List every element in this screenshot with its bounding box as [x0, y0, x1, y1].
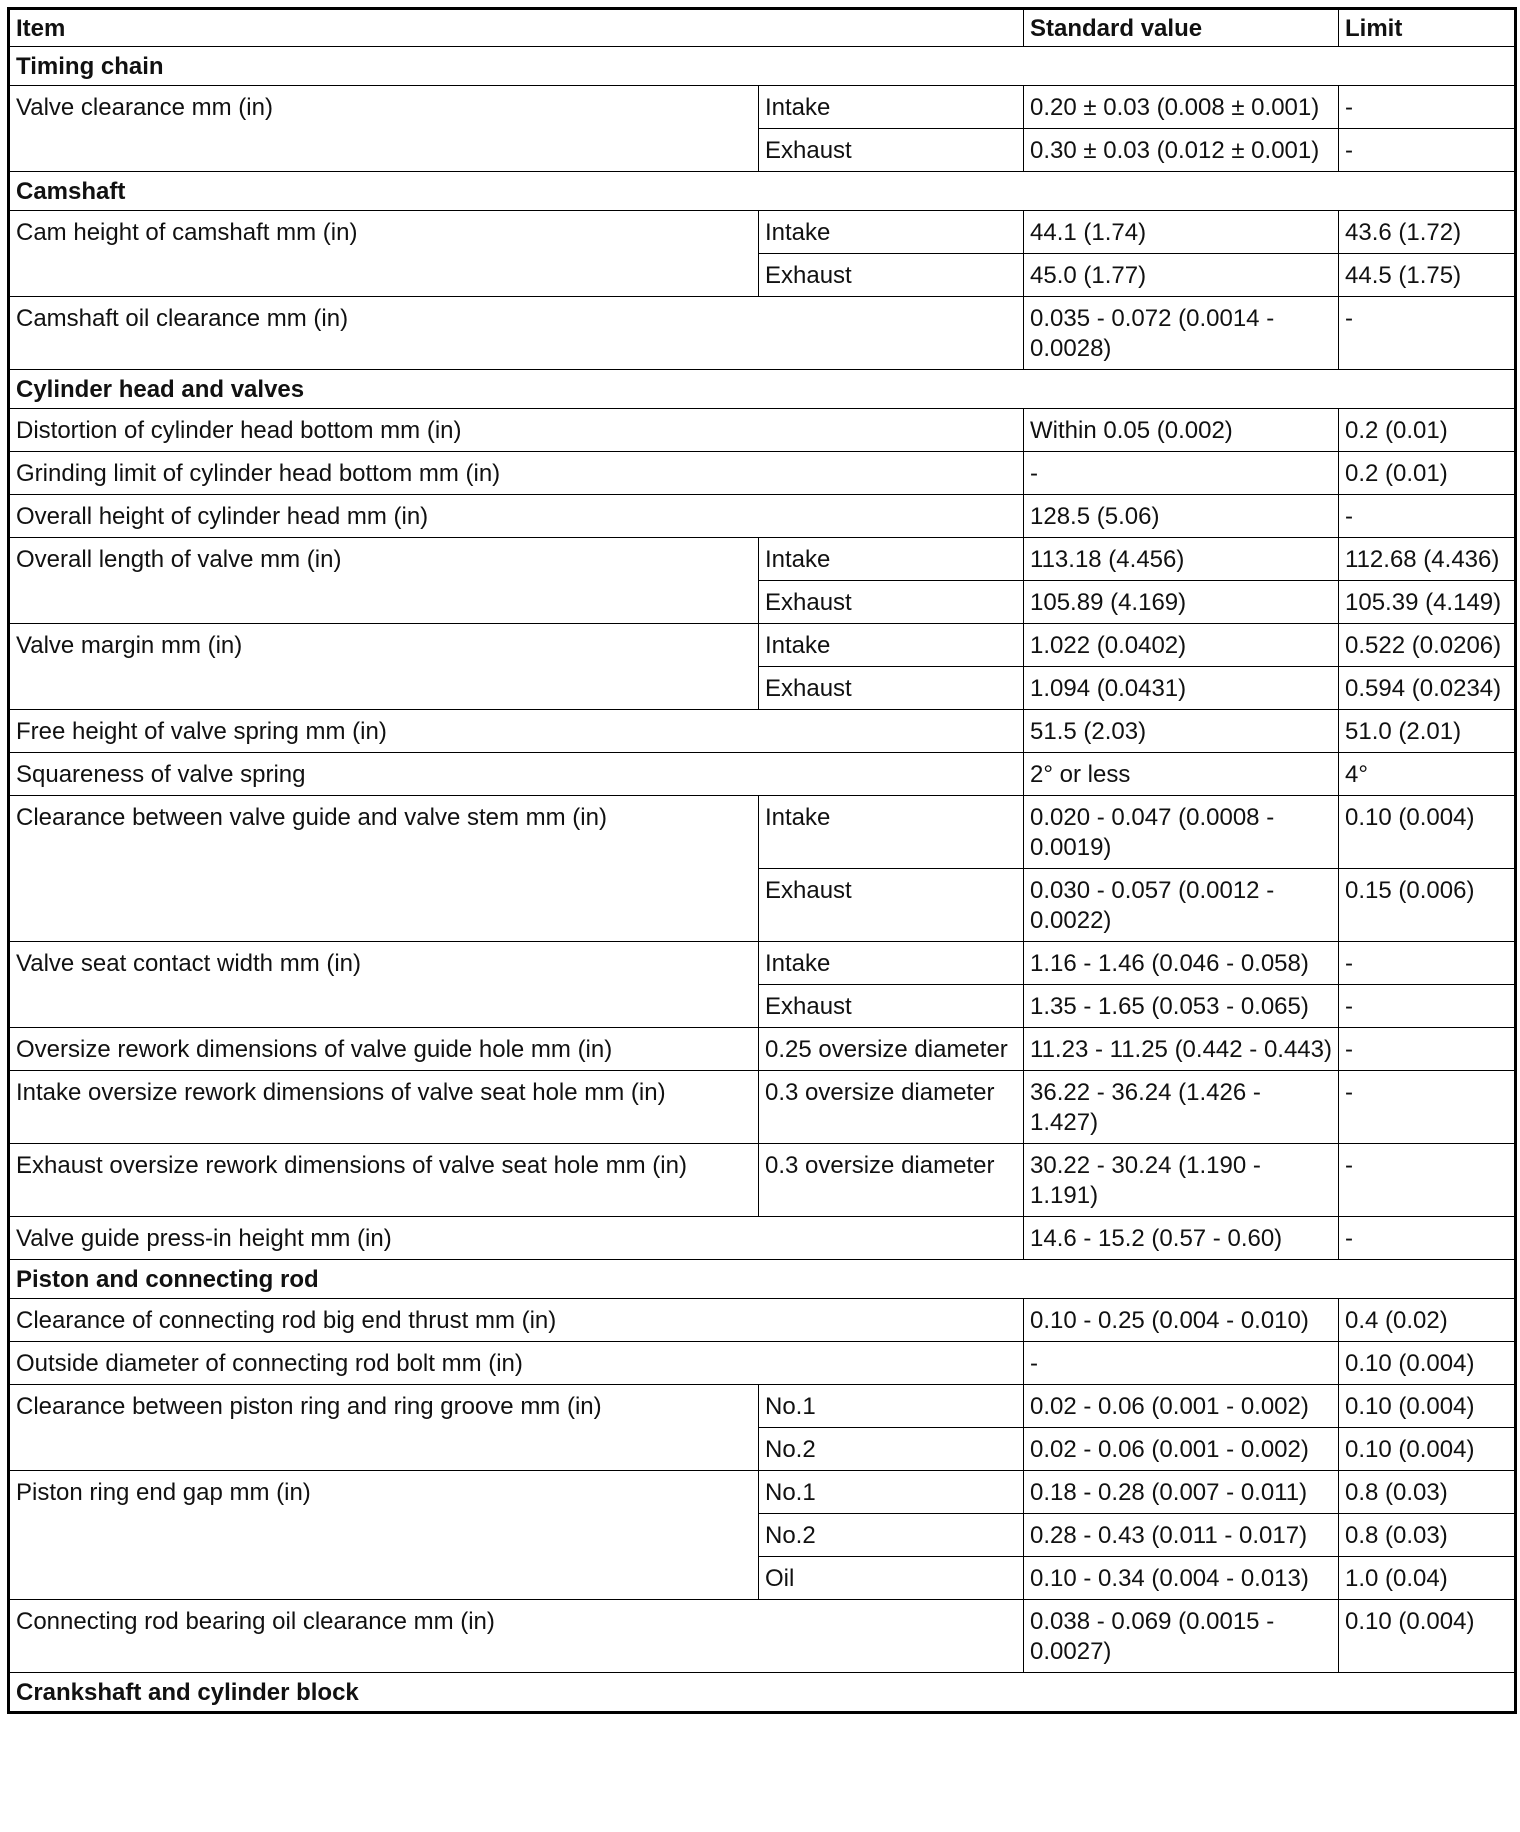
standard-value: 11.23 - 11.25 (0.442 - 0.443): [1024, 1028, 1339, 1071]
item-label: Overall height of cylinder head mm (in): [9, 495, 1024, 538]
item-condition: Oil: [759, 1557, 1024, 1600]
standard-value: 0.10 - 0.34 (0.004 - 0.013): [1024, 1557, 1339, 1600]
limit-value: 0.10 (0.004): [1339, 1428, 1516, 1471]
limit-value: -: [1339, 495, 1516, 538]
table-row: [9, 1071, 1516, 1144]
item-label: Intake oversize rework dimensions of valve seat hole mm (in): [9, 1071, 759, 1144]
section-title: Camshaft: [9, 172, 1516, 211]
item-label: Connecting rod bearing oil clearance mm (in): [9, 1600, 1024, 1673]
standard-value: 30.22 - 30.24 (1.190 - 1.191): [1024, 1144, 1339, 1217]
item-label: Clearance between piston ring and ring groove mm (in): [9, 1385, 759, 1471]
table-row: [9, 297, 1516, 370]
item-condition: Exhaust: [759, 129, 1024, 172]
standard-value: 0.038 - 0.069 (0.0015 - 0.0027): [1024, 1600, 1339, 1673]
item-label: Exhaust oversize rework dimensions of valve seat hole mm (in): [9, 1144, 759, 1217]
table-row: [9, 1299, 1516, 1342]
item-label: Cam height of camshaft mm (in): [9, 211, 759, 297]
limit-value: -: [1339, 86, 1516, 129]
limit-value: -: [1339, 985, 1516, 1028]
standard-value: 0.035 - 0.072 (0.0014 - 0.0028): [1024, 297, 1339, 370]
limit-value: 4°: [1339, 753, 1516, 796]
header-item: Item: [9, 9, 1024, 47]
section-title: Crankshaft and cylinder block: [9, 1673, 1516, 1713]
item-condition: Exhaust: [759, 667, 1024, 710]
item-condition: No.1: [759, 1471, 1024, 1514]
table-row: [9, 211, 1516, 254]
standard-value: 0.020 - 0.047 (0.0008 - 0.0019): [1024, 796, 1339, 869]
table-row: [9, 796, 1516, 869]
item-condition: Intake: [759, 624, 1024, 667]
table-row: [9, 1471, 1516, 1514]
item-condition: 0.3 oversize diameter: [759, 1144, 1024, 1217]
standard-value: 128.5 (5.06): [1024, 495, 1339, 538]
item-condition: Intake: [759, 796, 1024, 869]
item-condition: 0.25 oversize diameter: [759, 1028, 1024, 1071]
limit-value: -: [1339, 1071, 1516, 1144]
item-label: Piston ring end gap mm (in): [9, 1471, 759, 1600]
standard-value: 36.22 - 36.24 (1.426 - 1.427): [1024, 1071, 1339, 1144]
section-row: [9, 1260, 1516, 1299]
standard-value: 1.022 (0.0402): [1024, 624, 1339, 667]
table-row: [9, 710, 1516, 753]
item-label: Clearance between valve guide and valve stem mm (in): [9, 796, 759, 942]
table-row: [9, 538, 1516, 581]
limit-value: 0.8 (0.03): [1339, 1471, 1516, 1514]
item-condition: Intake: [759, 942, 1024, 985]
limit-value: -: [1339, 129, 1516, 172]
standard-value: 0.10 - 0.25 (0.004 - 0.010): [1024, 1299, 1339, 1342]
section-row: [9, 370, 1516, 409]
item-label: Camshaft oil clearance mm (in): [9, 297, 1024, 370]
table-row: [9, 1217, 1516, 1260]
section-row: [9, 172, 1516, 211]
limit-value: 0.15 (0.006): [1339, 869, 1516, 942]
standard-value: 0.02 - 0.06 (0.001 - 0.002): [1024, 1385, 1339, 1428]
section-title: Cylinder head and valves: [9, 370, 1516, 409]
item-label: Valve guide press-in height mm (in): [9, 1217, 1024, 1260]
item-label: Distortion of cylinder head bottom mm (in): [9, 409, 1024, 452]
limit-value: 0.2 (0.01): [1339, 409, 1516, 452]
limit-value: 0.10 (0.004): [1339, 796, 1516, 869]
limit-value: -: [1339, 942, 1516, 985]
standard-value: 1.16 - 1.46 (0.046 - 0.058): [1024, 942, 1339, 985]
standard-value: 45.0 (1.77): [1024, 254, 1339, 297]
table-row: [9, 1600, 1516, 1673]
limit-value: -: [1339, 1028, 1516, 1071]
header-standard-value: Standard value: [1024, 9, 1339, 47]
standard-value: 0.18 - 0.28 (0.007 - 0.011): [1024, 1471, 1339, 1514]
limit-value: 0.8 (0.03): [1339, 1514, 1516, 1557]
limit-value: 112.68 (4.436): [1339, 538, 1516, 581]
limit-value: 43.6 (1.72): [1339, 211, 1516, 254]
limit-value: 1.0 (0.04): [1339, 1557, 1516, 1600]
limit-value: 0.594 (0.0234): [1339, 667, 1516, 710]
table-row: [9, 495, 1516, 538]
standard-value: 0.20 ± 0.03 (0.008 ± 0.001): [1024, 86, 1339, 129]
limit-value: 0.522 (0.0206): [1339, 624, 1516, 667]
table-row: [9, 86, 1516, 129]
item-condition: Intake: [759, 538, 1024, 581]
item-condition: Exhaust: [759, 254, 1024, 297]
item-label: Valve clearance mm (in): [9, 86, 759, 172]
limit-value: 105.39 (4.149): [1339, 581, 1516, 624]
limit-value: 44.5 (1.75): [1339, 254, 1516, 297]
item-condition: Exhaust: [759, 869, 1024, 942]
table-row: [9, 624, 1516, 667]
spec-sheet: [7, 7, 1517, 1714]
limit-value: 0.10 (0.004): [1339, 1385, 1516, 1428]
item-condition: No.2: [759, 1514, 1024, 1557]
item-label: Outside diameter of connecting rod bolt mm (in): [9, 1342, 1024, 1385]
item-label: Valve margin mm (in): [9, 624, 759, 710]
item-label: Oversize rework dimensions of valve guide hole mm (in): [9, 1028, 759, 1071]
standard-value: -: [1024, 1342, 1339, 1385]
limit-value: -: [1339, 1144, 1516, 1217]
standard-value: 14.6 - 15.2 (0.57 - 0.60): [1024, 1217, 1339, 1260]
section-title: Piston and connecting rod: [9, 1260, 1516, 1299]
table-row: [9, 452, 1516, 495]
standard-value: 51.5 (2.03): [1024, 710, 1339, 753]
standard-value: 2° or less: [1024, 753, 1339, 796]
limit-value: 0.10 (0.004): [1339, 1342, 1516, 1385]
limit-value: 0.2 (0.01): [1339, 452, 1516, 495]
item-condition: 0.3 oversize diameter: [759, 1071, 1024, 1144]
section-title: Timing chain: [9, 47, 1516, 86]
header-row: [9, 9, 1516, 47]
table-row: [9, 1342, 1516, 1385]
standard-value: 105.89 (4.169): [1024, 581, 1339, 624]
standard-value: 0.02 - 0.06 (0.001 - 0.002): [1024, 1428, 1339, 1471]
limit-value: 0.10 (0.004): [1339, 1600, 1516, 1673]
item-condition: Exhaust: [759, 985, 1024, 1028]
limit-value: 0.4 (0.02): [1339, 1299, 1516, 1342]
section-row: [9, 47, 1516, 86]
limit-value: -: [1339, 297, 1516, 370]
item-label: Squareness of valve spring: [9, 753, 1024, 796]
table-body: [9, 47, 1516, 1713]
specification-table: [7, 7, 1517, 1714]
table-row: [9, 1385, 1516, 1428]
standard-value: -: [1024, 452, 1339, 495]
item-condition: Intake: [759, 211, 1024, 254]
item-condition: Exhaust: [759, 581, 1024, 624]
standard-value: Within 0.05 (0.002): [1024, 409, 1339, 452]
standard-value: 0.30 ± 0.03 (0.012 ± 0.001): [1024, 129, 1339, 172]
section-row: [9, 1673, 1516, 1713]
limit-value: -: [1339, 1217, 1516, 1260]
item-label: Valve seat contact width mm (in): [9, 942, 759, 1028]
limit-value: 51.0 (2.01): [1339, 710, 1516, 753]
standard-value: 0.030 - 0.057 (0.0012 - 0.0022): [1024, 869, 1339, 942]
standard-value: 44.1 (1.74): [1024, 211, 1339, 254]
item-label: Overall length of valve mm (in): [9, 538, 759, 624]
table-row: [9, 753, 1516, 796]
item-condition: No.1: [759, 1385, 1024, 1428]
item-condition: No.2: [759, 1428, 1024, 1471]
header-limit: Limit: [1339, 9, 1516, 47]
item-label: Free height of valve spring mm (in): [9, 710, 1024, 753]
standard-value: 1.094 (0.0431): [1024, 667, 1339, 710]
table-row: [9, 1028, 1516, 1071]
standard-value: 0.28 - 0.43 (0.011 - 0.017): [1024, 1514, 1339, 1557]
item-label: Clearance of connecting rod big end thrust mm (in): [9, 1299, 1024, 1342]
standard-value: 1.35 - 1.65 (0.053 - 0.065): [1024, 985, 1339, 1028]
table-row: [9, 409, 1516, 452]
item-condition: Intake: [759, 86, 1024, 129]
table-row: [9, 942, 1516, 985]
standard-value: 113.18 (4.456): [1024, 538, 1339, 581]
item-label: Grinding limit of cylinder head bottom mm (in): [9, 452, 1024, 495]
table-row: [9, 1144, 1516, 1217]
